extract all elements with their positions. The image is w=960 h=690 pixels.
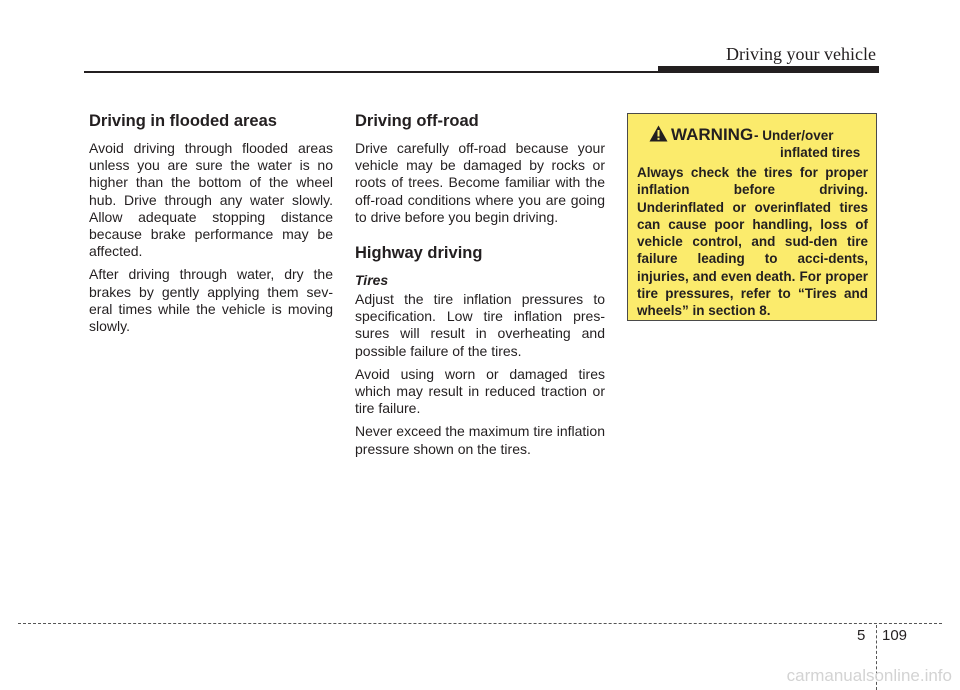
paragraph: Avoid using worn or damaged tires which may result in reduced traction or tire failure. xyxy=(355,365,605,417)
warning-box xyxy=(627,113,877,321)
paragraph: Adjust the tire inflation pressures to specification. Low tire inflation pres-sures will result in overheating and possible failure of the tires. xyxy=(355,291,605,359)
chapter-number: 5 xyxy=(857,627,866,644)
warning-subtitle-line1: - Under/over xyxy=(754,128,834,143)
warning-triangle-icon xyxy=(649,125,668,142)
heading-highway-driving: Highway driving xyxy=(355,244,483,263)
paragraph: Avoid driving through flooded areas unless you are sure the water is no higher than the bottom of the wheel hub. Drive through any water slowly. Allow adequate stopping distance because brake performance may be affected. xyxy=(89,140,333,260)
warning-subtitle xyxy=(754,127,874,161)
middle-column xyxy=(355,112,605,464)
watermark: carmanualsonline.info xyxy=(786,666,952,685)
section-header-title: Driving your vehicle xyxy=(726,44,876,64)
paragraph: After driving through water, dry the brakes by gently applying them sev-eral times while the vehicle is moving slowly. xyxy=(89,266,333,335)
left-column xyxy=(89,112,333,341)
warning-subtitle-line2: inflated tires xyxy=(780,145,861,160)
page-number: 109 xyxy=(882,627,908,644)
paragraph: Drive carefully off-road because your vehicle may be damaged by rocks or roots of trees. Become familiar with the off-road conditions where you are going to drive before you begin driving. xyxy=(355,140,605,225)
heading-flooded-areas: Driving in flooded areas xyxy=(89,112,277,130)
footer-rule xyxy=(18,623,942,624)
warning-title: WARNING xyxy=(671,125,754,144)
paragraph: Never exceed the maximum tire inflation pressure shown on the tires. xyxy=(355,423,605,457)
heading-off-road: Driving off-road xyxy=(355,112,479,130)
subheading-tires: Tires xyxy=(355,272,389,289)
warning-header xyxy=(637,124,868,164)
warning-body: Always check the tires for proper inflation before driving. Underinflated or overinflated tires can cause poor handling, loss of vehicle control, and sud-den tire failure leading to acci-dents, injuries, and even death. For proper tire pressures, refer to “Tires and wheels” in section 8. xyxy=(637,165,868,319)
header-rule xyxy=(84,71,879,73)
